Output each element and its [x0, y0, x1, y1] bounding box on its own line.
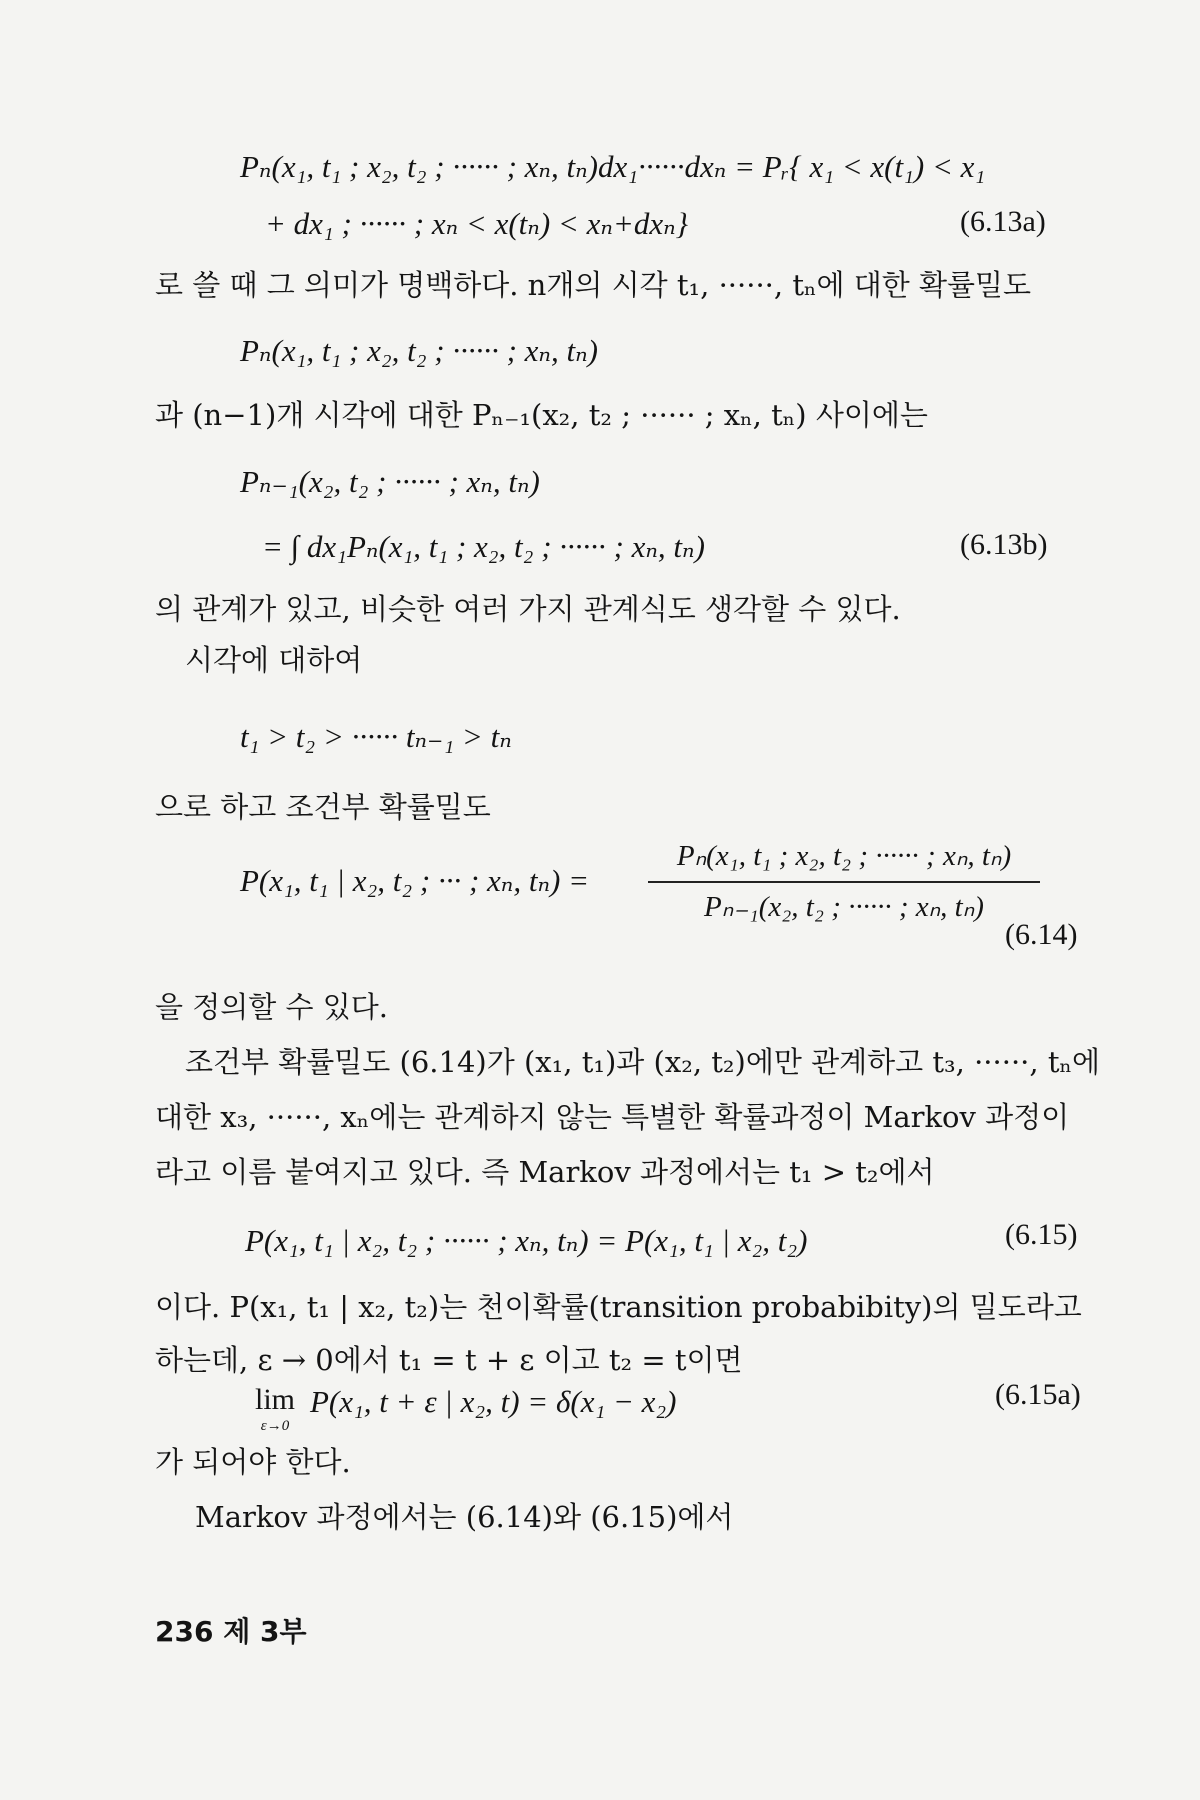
- limit-operator: [255, 1385, 295, 1434]
- equation-number-6-13a: (6.13a): [960, 205, 1046, 238]
- limit-subscript: ε→0: [260, 1418, 290, 1434]
- paragraph-line: 조건부 확률밀도 (6.14)가 (x₁, t₁)과 (x₂, t₂)에만 관계하고 t₃, ······, tₙ에: [185, 1045, 1101, 1079]
- page-footer: 236 제 3부: [155, 1615, 307, 1648]
- equation-number-6-13b: (6.13b): [960, 528, 1048, 561]
- paragraph-line: 과 (n−1)개 시각에 대한 Pₙ₋₁(x₂, t₂ ; ······ ; xₙ, tₙ) 사이에는: [155, 398, 928, 432]
- paragraph-line: 의 관계가 있고, 비슷한 여러 가지 관계식도 생각할 수 있다.: [155, 592, 901, 626]
- equation-number-6-14: (6.14): [1005, 918, 1078, 951]
- equation-6-15a: P(x₁, t + ε | x₂, t) = δ(x₁ − x₂): [310, 1384, 677, 1419]
- equation-time-order: t₁ > t₂ > ······ tₙ₋₁ > tₙ: [240, 719, 512, 754]
- fraction-bar: [648, 881, 1040, 883]
- equation-number-6-15a: (6.15a): [995, 1378, 1081, 1411]
- equation-pn: Pₙ(x₁, t₁ ; x₂, t₂ ; ······ ; xₙ, tₙ): [240, 333, 598, 368]
- equation-6-13b-line1: Pₙ₋₁(x₂, t₂ ; ······ ; xₙ, tₙ): [240, 464, 540, 499]
- paragraph-line: 을 정의할 수 있다.: [155, 990, 388, 1024]
- equation-6-14-lhs: P(x₁, t₁ | x₂, t₂ ; ··· ; xₙ, tₙ) =: [240, 863, 590, 898]
- limit-label: lim: [255, 1383, 296, 1416]
- paragraph-line: 대한 x₃, ······, xₙ에는 관계하지 않는 특별한 확률과정이 Markov 과정이: [155, 1100, 1070, 1134]
- equation-6-13b-line2: = ∫ dx₁Pₙ(x₁, t₁ ; x₂, t₂ ; ······ ; xₙ, tₙ): [262, 529, 705, 564]
- equation-6-13a-line2: + dx₁ ; ······ ; xₙ < x(tₙ) < xₙ+dxₙ}: [265, 206, 689, 241]
- equation-6-13a-line1: Pₙ(x₁, t₁ ; x₂, t₂ ; ······ ; xₙ, tₙ)dx₁······dxₙ = Pᵣ{ x₁ < x(t₁) < x₁: [240, 149, 986, 184]
- paragraph-line: 하는데, ε → 0에서 t₁ = t + ε 이고 t₂ = t이면: [155, 1343, 743, 1377]
- equation-6-14-fraction: [648, 838, 1040, 924]
- equation-6-15: P(x₁, t₁ | x₂, t₂ ; ······ ; xₙ, tₙ) = P(x₁, t₁ | x₂, t₂): [245, 1223, 808, 1258]
- paragraph-line: 로 쓸 때 그 의미가 명백하다. n개의 시각 t₁, ······, tₙ에 대한 확률밀도: [155, 268, 1032, 302]
- fraction-numerator: Pₙ(x₁, t₁ ; x₂, t₂ ; ······ ; xₙ, tₙ): [676, 840, 1012, 872]
- fraction-denominator: Pₙ₋₁(x₂, t₂ ; ······ ; xₙ, tₙ): [704, 891, 984, 923]
- paragraph-line: 라고 이름 붙여지고 있다. 즉 Markov 과정에서는 t₁ > t₂에서: [155, 1155, 935, 1189]
- paragraph-line: 으로 하고 조건부 확률밀도: [155, 790, 491, 824]
- paragraph-line: 가 되어야 한다.: [155, 1445, 351, 1479]
- equation-number-6-15: (6.15): [1005, 1218, 1078, 1251]
- paragraph-line: Markov 과정에서는 (6.14)와 (6.15)에서: [195, 1500, 734, 1534]
- paragraph-line: 이다. P(x₁, t₁ | x₂, t₂)는 천이확률(transition probabibity)의 밀도라고: [155, 1290, 1082, 1324]
- paragraph-line: 시각에 대하여: [185, 643, 363, 677]
